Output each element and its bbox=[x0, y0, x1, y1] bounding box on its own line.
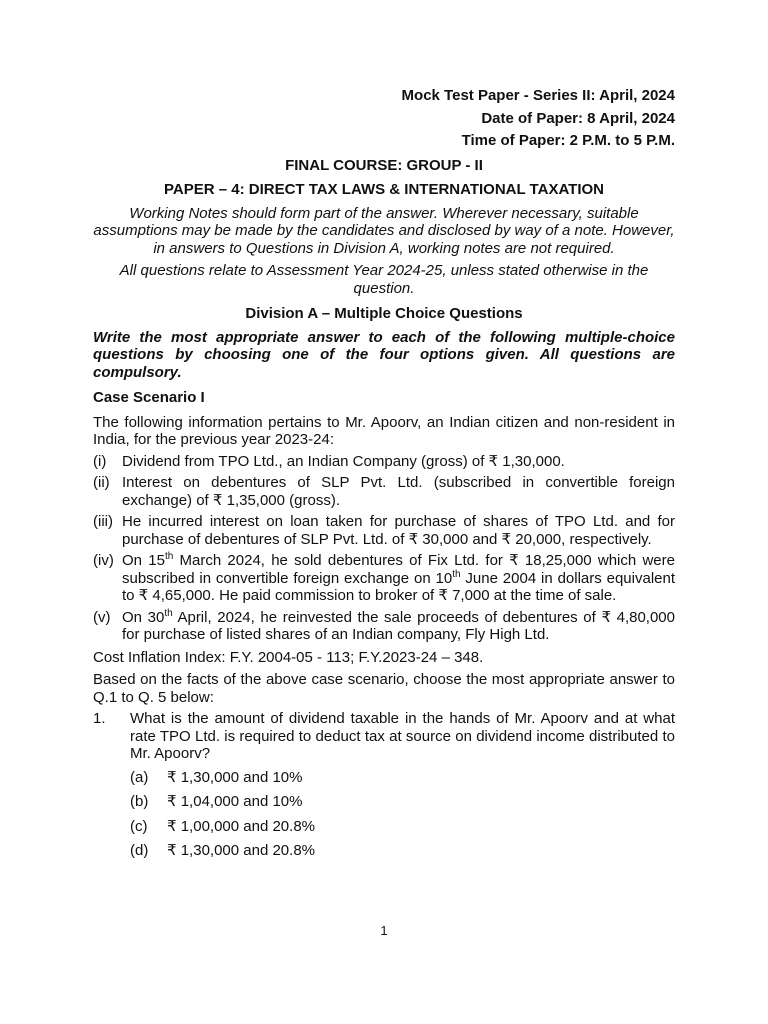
option-text: ₹ 1,30,000 and 10% bbox=[167, 768, 303, 786]
fact-text-part: On 30 bbox=[122, 608, 165, 626]
case-intro: The following information pertains to Mr. Apoorv, an Indian citizen and non-resident in India, for the previous year 2023-24: bbox=[93, 413, 675, 448]
based-on-instruction: Based on the facts of the above case scenario, choose the most appropriate answer to Q.1 to Q. 5 below: bbox=[93, 671, 675, 706]
fact-number: (ii) bbox=[93, 474, 110, 491]
fact-text: Dividend from TPO Ltd., an Indian Company (gross) of ₹ 1,30,000. bbox=[122, 452, 565, 470]
ordinal-suffix: th bbox=[164, 551, 174, 562]
ordinal-suffix: th bbox=[452, 568, 461, 580]
page-number: 1 bbox=[380, 923, 388, 938]
fact-text-part: June 2004 in dollars equivalent to ₹ 4,65,000. He paid commission to broker of ₹ 7,000 at the time of sale. bbox=[122, 569, 676, 604]
fact-text-part: On 15 bbox=[122, 552, 165, 569]
case-scenario-title: Case Scenario I bbox=[93, 389, 205, 406]
fact-number: (iii) bbox=[93, 513, 113, 530]
fact-text: He incurred interest on loan taken for purchase of shares of TPO Ltd. and for purchase of debentures of SLP Pvt. Ltd. of ₹ 30,000 and ₹ 20,000, respectively. bbox=[122, 513, 675, 548]
answer-option bbox=[130, 818, 675, 836]
working-notes-instruction: Working Notes should form part of the answer. Wherever necessary, suitable assumptions may be made by the candidates and disclosed by way of a note. However, in answers to Questions in Division A, working notes are not required. bbox=[93, 204, 675, 257]
answer-option bbox=[130, 769, 675, 787]
option-text: ₹ 1,04,000 and 10% bbox=[167, 793, 303, 810]
option-text: ₹ 1,00,000 and 20.8% bbox=[167, 817, 315, 835]
list-item bbox=[93, 552, 675, 605]
facts-list bbox=[93, 453, 675, 644]
cost-inflation-index: Cost Inflation Index: F.Y. 2004-05 - 113; F.Y.2023-24 – 348. bbox=[93, 648, 484, 666]
division-heading: Division A – Multiple Choice Questions bbox=[245, 305, 523, 322]
list-item bbox=[93, 609, 675, 644]
mcq-instruction: Write the most appropriate answer to each of the following multiple-choice questions by choosing one of the four options given. All questions are compulsory. bbox=[93, 328, 675, 381]
question-number: 1. bbox=[93, 710, 106, 727]
option-label: (b) bbox=[130, 793, 149, 810]
fact-text-part: April, 2024, he reinvested the sale proceeds of debentures of ₹ 4,80,000 for purchase of listed shares of an Indian company, Fly High Ltd. bbox=[122, 608, 675, 643]
fact-number: (i) bbox=[93, 452, 107, 470]
question-1 bbox=[93, 710, 675, 763]
option-label: (c) bbox=[130, 817, 148, 835]
fact-text: Interest on debentures of SLP Pvt. Ltd. (subscribed in convertible foreign exchange) of ₹ 1,35,000 (gross). bbox=[122, 474, 675, 509]
option-text: ₹ 1,30,000 and 20.8% bbox=[167, 842, 315, 859]
paper-time: Time of Paper: 2 P.M. to 5 P.M. bbox=[461, 132, 675, 149]
answer-option bbox=[130, 793, 675, 811]
series-title: Mock Test Paper - Series II: April, 2024 bbox=[401, 87, 675, 104]
option-label: (d) bbox=[130, 842, 149, 859]
list-item bbox=[93, 453, 675, 471]
option-label: (a) bbox=[130, 768, 149, 786]
question-text: What is the amount of dividend taxable in the hands of Mr. Apoorv and at what rate TPO Ltd. is required to deduct tax at source on dividend income distributed to Mr. Apoorv? bbox=[130, 710, 675, 762]
paper-title: PAPER – 4: DIRECT TAX LAWS & INTERNATIONAL TAXATION bbox=[163, 181, 604, 198]
answer-options bbox=[130, 769, 675, 860]
list-item bbox=[93, 513, 675, 548]
list-item bbox=[93, 474, 675, 509]
answer-option bbox=[130, 842, 675, 860]
fact-number: (v) bbox=[93, 608, 111, 626]
assessment-year-note: All questions relate to Assessment Year 2024-25, unless stated otherwise in the question. bbox=[119, 262, 649, 297]
course-title: FINAL COURSE: GROUP - II bbox=[285, 156, 483, 174]
fact-number: (iv) bbox=[93, 552, 114, 569]
paper-date: Date of Paper: 8 April, 2024 bbox=[481, 109, 675, 127]
ordinal-suffix: th bbox=[164, 607, 173, 619]
fact-text bbox=[122, 552, 675, 605]
fact-text-part: March 2024, he sold debentures of Fix Ltd. for ₹ 18,25,000 which were subscribed in convertible foreign exchange on 10 bbox=[122, 552, 675, 587]
fact-text bbox=[122, 609, 675, 644]
